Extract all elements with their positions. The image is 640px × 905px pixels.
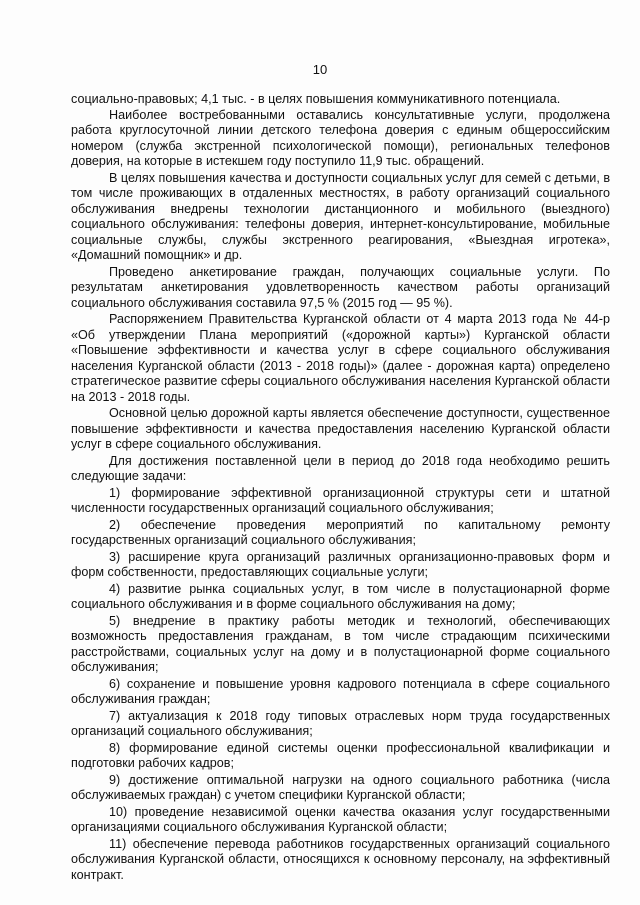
paragraph: Основной целью дорожной карты является обеспечение доступности, существенное повышение эффективности и качества предоставления населению Курганской области услуг в сфере социального обслуживания. — [71, 406, 610, 451]
task-item: 4) развитие рынка социальных услуг, в том числе в полустационарной форме социального обслуживания и в форме социального обслуживания на дому; — [71, 581, 610, 611]
task-item: 2) обеспечение проведения мероприятий по капитальному ремонту государственных организаций социального обслуживания; — [71, 517, 610, 547]
paragraph: В целях повышения качества и доступности социальных услуг для семей с детьми, в том числе проживающих в отдаленных местностях, в работу организаций социального обслуживания внедрены технологии дистанционного и мобильного (выездного) социального обслуживания: телефоны доверия, интернет-консультирование, мобильные социальные службы, службы экстренного реагирования, «Выездная игротека», «Домашний помощник» и др. — [71, 170, 611, 262]
task-item: 1) формирование эффективной организационной структуры сети и штатной численности государственных организаций социального обслуживания; — [71, 485, 610, 515]
task-item: 3) расширение круга организаций различных организационно-правовых форм и форм собственности, предоставляющих социальные услуги; — [71, 549, 610, 579]
paragraph: Для достижения поставленной цели в период до 2018 года необходимо решить следующие задачи: — [71, 453, 610, 483]
paragraph: Распоряжением Правительства Курганской области от 4 марта 2013 года № 44-р «Об утверждении Плана мероприятий («дорожной карты») Курганской области «Повышение эффективности и качества услуг в сфере социального обслуживания населения Курганской области (2013 - 2018 годы)» (далее - дорожная карта) определено стратегическое развитие сферы социального обслуживания населения Курганской области на 2013 - 2018 годы. — [71, 312, 610, 404]
page-number: 10 — [312, 62, 328, 77]
paragraph: социально-правовых; 4,1 тыс. - в целях повышения коммуникативного потенциала. — [71, 92, 561, 106]
task-item: 7) актуализация к 2018 году типовых отраслевых норм труда государственных организаций социального обслуживания; — [71, 708, 610, 738]
task-item: 6) сохранение и повышение уровня кадрового потенциала в сфере социального обслуживания граждан; — [71, 676, 610, 706]
document-body — [71, 92, 610, 883]
task-item: 8) формирование единой системы оценки профессиональной квалификации и подготовки рабочих кадров; — [71, 740, 610, 770]
task-item: 10) проведение независимой оценки качества оказания услуг государственными организациями социального обслуживания Курганской области; — [71, 804, 610, 834]
paragraph: Наиболее востребованными оставались консультативные услуги, продолжена работа круглосуточной линии детского телефона доверия с единым общероссийским номером (служба экстренной психологической помощи), региональных телефонов доверия, на которые в истекшем году поступило 11,9 тыс. обращений. — [71, 107, 610, 168]
task-item: 9) достижение оптимальной нагрузки на одного социального работника (числа обслуживаемых граждан) с учетом специфики Курганской области; — [71, 772, 610, 802]
paragraph: Проведено анкетирование граждан, получающих социальные услуги. По результатам анкетирования удовлетворенность качеством работы организаций социального обслуживания составила 97,5 % (2015 год — 95 %). — [71, 264, 610, 310]
task-item: 11) обеспечение перевода работников государственных организаций социального обслуживания Курганской области, относящихся к основному персоналу, на эффективный контракт. — [71, 836, 610, 882]
task-item: 5) внедрение в практику работы методик и технологий, обеспечивающих возможность предоставления гражданам, в том числе страдающим психическими расстройствами, социальных услуг на дому и в полустационарной форме социального обслуживания; — [71, 613, 610, 674]
